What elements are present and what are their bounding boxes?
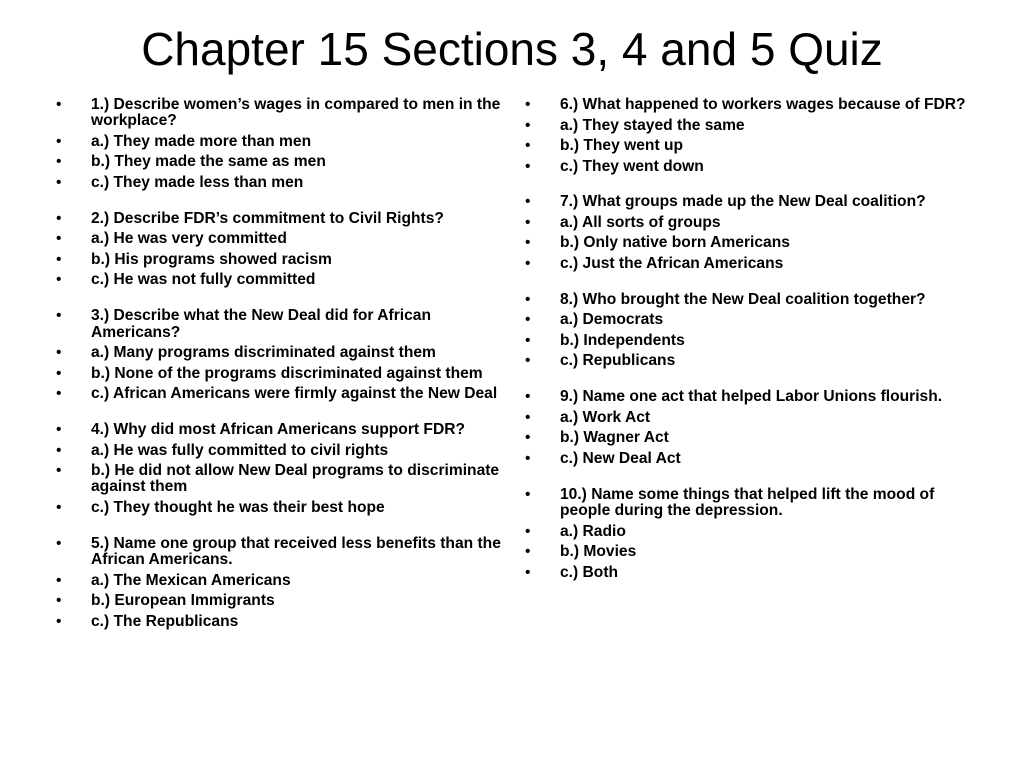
question-prompt xyxy=(56,211,501,227)
option-text: a.) The Mexican Americans xyxy=(91,571,291,589)
answer-option xyxy=(56,463,501,496)
option-text: b.) Wagner Act xyxy=(560,429,669,447)
bullet-icon: • xyxy=(56,132,62,150)
answer-option xyxy=(56,134,501,150)
bullet-icon: • xyxy=(525,213,531,231)
bullet-icon: • xyxy=(56,385,62,403)
option-text: a.) He was very committed xyxy=(91,230,287,248)
bullet-icon: • xyxy=(525,543,531,561)
option-text: a.) They made more than men xyxy=(91,132,312,150)
option-text: c.) The Republicans xyxy=(91,612,239,630)
bullet-icon: • xyxy=(525,563,531,581)
answer-option xyxy=(525,451,985,467)
option-text: b.) His programs showed racism xyxy=(91,250,332,268)
option-text: c.) Both xyxy=(560,563,619,581)
question-block xyxy=(525,97,985,175)
option-text: c.) He was not fully committed xyxy=(91,271,316,289)
answer-option xyxy=(56,593,501,609)
bullet-icon: • xyxy=(525,449,531,467)
bullet-icon: • xyxy=(525,388,531,406)
bullet-icon: • xyxy=(56,153,62,171)
question-text: 4.) Why did most African Americans support FDR? xyxy=(91,421,465,439)
answer-option xyxy=(525,138,985,154)
answer-option xyxy=(525,524,985,540)
bullet-icon: • xyxy=(525,193,531,211)
question-block xyxy=(525,389,985,467)
option-text: a.) Many programs discriminated against them xyxy=(91,344,436,362)
question-text: 2.) Describe FDR’s commitment to Civil Rights? xyxy=(91,209,444,227)
bullet-icon: • xyxy=(56,271,62,289)
option-text: b.) Movies xyxy=(560,543,637,561)
bullet-icon: • xyxy=(56,230,62,248)
answer-option xyxy=(56,272,501,288)
bullet-icon: • xyxy=(56,462,62,480)
answer-option xyxy=(525,235,985,251)
bullet-icon: • xyxy=(56,96,62,113)
bullet-icon: • xyxy=(525,234,531,252)
answer-option xyxy=(56,573,501,589)
question-prompt xyxy=(56,422,501,438)
answer-option xyxy=(525,256,985,272)
bullet-icon: • xyxy=(56,364,62,382)
answer-option xyxy=(56,500,501,516)
question-text: 9.) Name one act that helped Labor Unions flourish. xyxy=(560,388,943,406)
answer-option xyxy=(56,366,501,382)
left-question-column xyxy=(56,97,501,650)
question-block xyxy=(525,487,985,581)
bullet-icon: • xyxy=(56,344,62,362)
answer-option xyxy=(525,333,985,349)
answer-option xyxy=(525,118,985,134)
answer-option xyxy=(56,345,501,361)
option-text: c.) African Americans were firmly against the New Deal xyxy=(91,385,498,403)
bullet-icon: • xyxy=(56,421,62,439)
question-text: 10.) Name some things that helped lift the mood of people during the depression. xyxy=(560,485,935,520)
option-text: c.) They went down xyxy=(560,157,704,175)
option-text: c.) They thought he was their best hope xyxy=(91,498,385,516)
bullet-icon: • xyxy=(525,116,531,134)
option-text: a.) Democrats xyxy=(560,311,664,329)
bullet-icon: • xyxy=(56,571,62,589)
question-block xyxy=(56,422,501,516)
question-prompt xyxy=(525,389,985,405)
bullet-icon: • xyxy=(525,254,531,272)
question-text: 8.) Who brought the New Deal coalition together? xyxy=(560,290,926,308)
bullet-icon: • xyxy=(525,331,531,349)
question-prompt xyxy=(56,536,501,569)
option-text: b.) They went up xyxy=(560,137,684,154)
option-text: c.) Republicans xyxy=(560,352,676,370)
answer-option xyxy=(56,252,501,268)
question-block xyxy=(56,536,501,630)
question-block xyxy=(525,292,985,370)
answer-option xyxy=(525,410,985,426)
answer-option xyxy=(525,544,985,560)
bullet-icon: • xyxy=(525,408,531,426)
answer-option xyxy=(525,312,985,328)
bullet-icon: • xyxy=(525,311,531,329)
answer-option xyxy=(56,175,501,191)
answer-option xyxy=(525,159,985,175)
option-text: c.) They made less than men xyxy=(91,173,304,191)
answer-option xyxy=(56,386,501,402)
question-prompt xyxy=(525,487,985,520)
right-question-column xyxy=(525,97,985,600)
answer-option xyxy=(56,614,501,630)
question-prompt xyxy=(525,194,985,210)
bullet-icon: • xyxy=(525,290,531,308)
option-text: b.) Independents xyxy=(560,331,685,349)
bullet-icon: • xyxy=(525,157,531,175)
question-prompt xyxy=(56,308,501,341)
question-block xyxy=(56,211,501,289)
bullet-icon: • xyxy=(525,96,531,113)
question-text: 6.) What happened to workers wages because of FDR? xyxy=(560,96,966,113)
bullet-icon: • xyxy=(56,250,62,268)
slide-title: Chapter 15 Sections 3, 4 and 5 Quiz xyxy=(141,23,883,75)
answer-option xyxy=(525,353,985,369)
bullet-icon: • xyxy=(56,173,62,191)
option-text: a.) He was fully committed to civil rights xyxy=(91,441,389,459)
question-block xyxy=(525,194,985,272)
bullet-icon: • xyxy=(56,612,62,630)
answer-option xyxy=(56,154,501,170)
bullet-icon: • xyxy=(56,498,62,516)
bullet-icon: • xyxy=(56,592,62,610)
bullet-icon: • xyxy=(56,534,62,552)
option-text: a.) Radio xyxy=(560,522,626,540)
question-text: 3.) Describe what the New Deal did for African Americans? xyxy=(91,307,431,341)
option-text: c.) New Deal Act xyxy=(560,449,681,467)
option-text: a.) All sorts of groups xyxy=(560,213,721,231)
answer-option xyxy=(56,231,501,247)
question-prompt xyxy=(525,97,985,113)
option-text: b.) They made the same as men xyxy=(91,153,326,171)
option-text: b.) European Immigrants xyxy=(91,592,275,610)
question-prompt xyxy=(525,292,985,308)
bullet-icon: • xyxy=(525,137,531,154)
question-block xyxy=(56,97,501,191)
answer-option xyxy=(525,215,985,231)
bullet-icon: • xyxy=(525,485,531,503)
option-text: c.) Just the African Americans xyxy=(560,254,784,272)
question-block xyxy=(56,308,501,402)
bullet-icon: • xyxy=(525,522,531,540)
question-text: 1.) Describe women’s wages in compared to men in the workplace? xyxy=(91,96,501,130)
bullet-icon: • xyxy=(525,352,531,370)
option-text: b.) Only native born Americans xyxy=(560,234,790,252)
option-text: a.) Work Act xyxy=(560,408,651,426)
option-text: a.) They stayed the same xyxy=(560,116,745,134)
bullet-icon: • xyxy=(56,209,62,227)
question-prompt xyxy=(56,97,501,130)
option-text: b.) He did not allow New Deal programs to discriminate against them xyxy=(91,462,500,496)
question-text: 7.) What groups made up the New Deal coalition? xyxy=(560,193,926,211)
answer-option xyxy=(56,443,501,459)
answer-option xyxy=(525,565,985,581)
bullet-icon: • xyxy=(525,429,531,447)
option-text: b.) None of the programs discriminated against them xyxy=(91,364,483,382)
question-text: 5.) Name one group that received less benefits than the African Americans. xyxy=(91,534,501,569)
bullet-icon: • xyxy=(56,441,62,459)
bullet-icon: • xyxy=(56,307,62,325)
answer-option xyxy=(525,430,985,446)
